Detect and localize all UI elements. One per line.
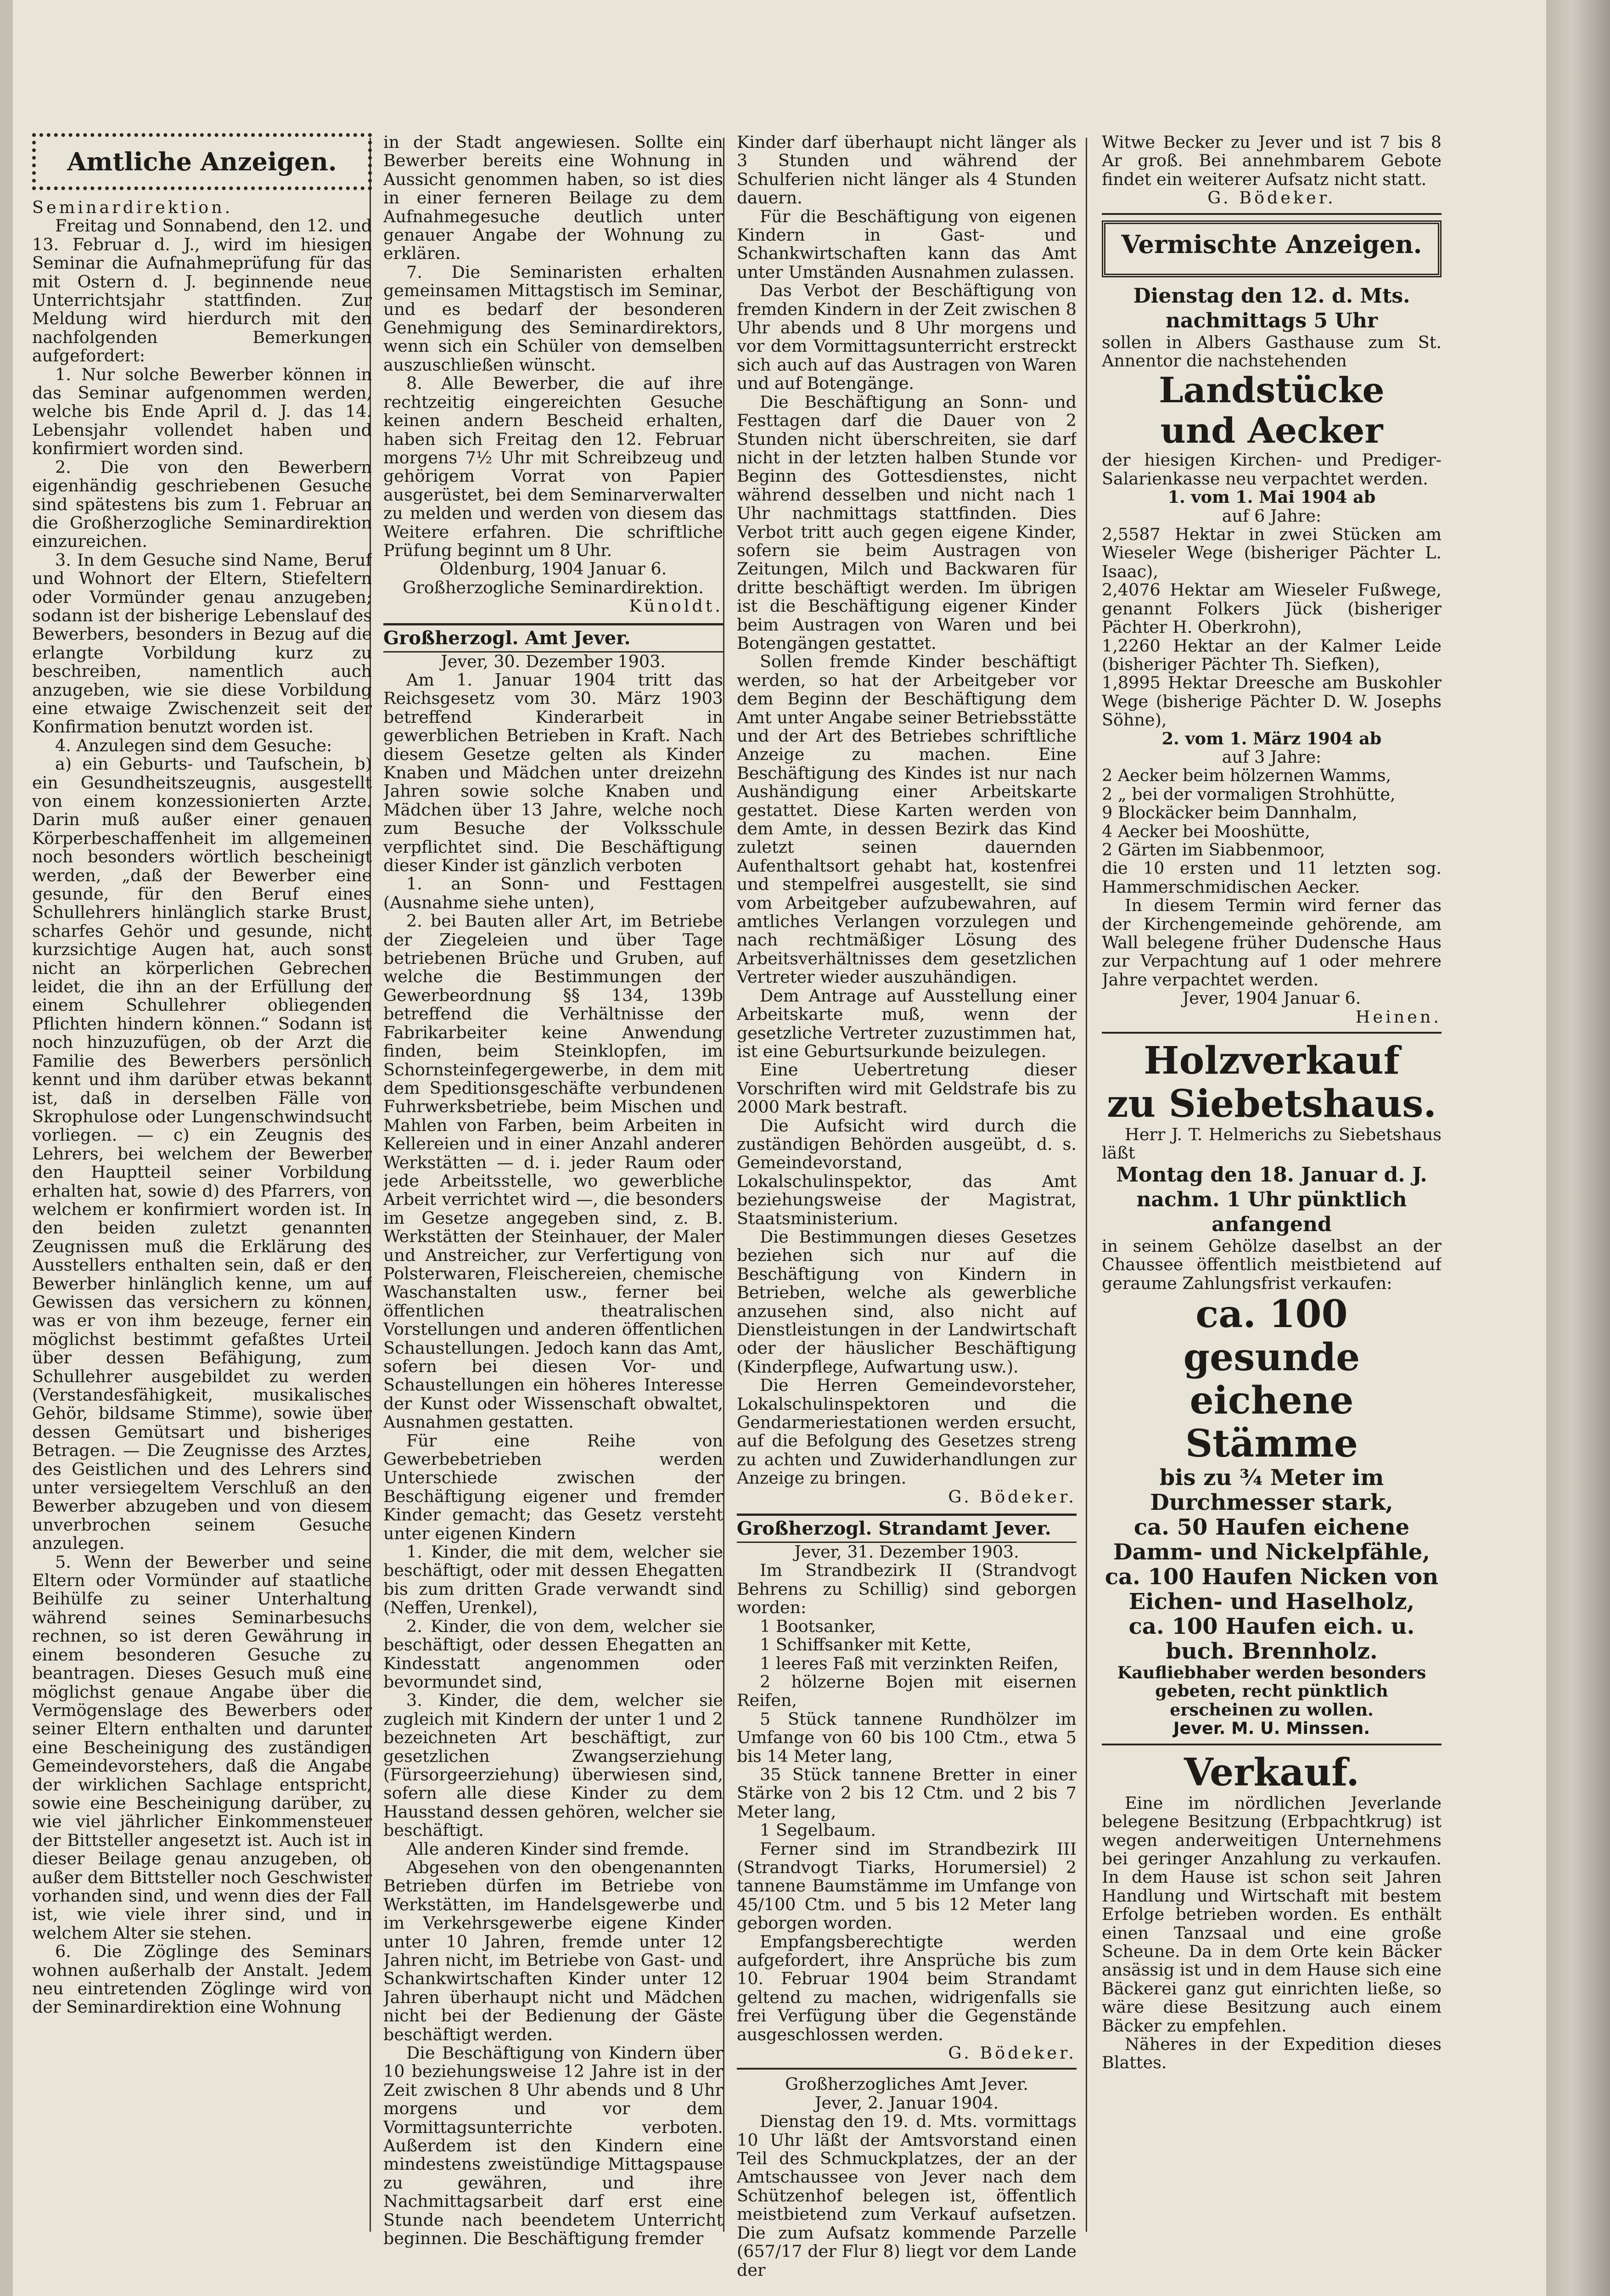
paragraph: Für eine Reihe von Gewerbebetrieben werden Unterschiede zwischen der Beschäftigung eigener und fremder Kinder gemacht; das Gesetz versteht unter eigenen Kindern	[383, 1430, 723, 1543]
list-item: 35 Stück tannene Bretter in einer Stärke von 2 bis 12 Ctm. und 2 bis 7 Meter lang,	[737, 1764, 1077, 1822]
list-item: die 10 ersten und 11 letzten sog. Hammerschmidischen Aecker.	[1102, 858, 1442, 897]
paragraph: In diesem Termin wird ferner das der Kirchengemeinde gehörende, am Wall belegene früher Dudensche Haus zur Verpachtung auf 1 oder mehrere Jahre verpachtet werden.	[1102, 895, 1442, 990]
place-date: Oldenburg, 1904 Januar 6.	[439, 559, 667, 579]
ad-headline: Landstücke	[1159, 370, 1385, 411]
section-header: Amtliche Anzeigen.	[67, 147, 337, 176]
signature: G. Bödeker.	[948, 2043, 1077, 2063]
paragraph: 2. Kinder, die von dem, welcher sie beschäftigt, oder dessen Ehegatten an Kindesstatt angenommen oder bevormundet sind,	[383, 1616, 723, 1692]
section-header: Vermischte Anzeigen.	[1121, 229, 1422, 259]
paragraph: Eine im nördlichen Jeverlande belegene Besitzung (Erbpachtkrug) ist wegen anderweitigen Unternehmens bei geringer Anzahlung zu verkaufen. In dem Hause ist schon seit Jahren Handlung und Wirtschaft mit bestem Erfolge betrieben worden. Es enthält einen Tanzsaal und eine große Scheune. Da in dem Orte kein Bäcker ansässig ist und in dem Hause sich eine Bäckerei ganz gut einrichten ließe, so wäre diese Besitzung auch einem Bäcker zu empfehlen.	[1102, 1793, 1442, 2036]
paragraph: Die Aufsicht wird durch die zuständigen Behörden ausgeübt, d. s. Gemeindevorstand, Lokalschulinspektor, das Amt beziehungsweise der Magistrat, Staatsministerium.	[737, 1115, 1077, 1228]
paragraph: Am 1. Januar 1904 tritt das Reichsgesetz vom 30. März 1903 betreffend Kinderarbeit in gewerblichen Betrieben in Kraft. Nach diesem Gesetze gelten als Kinder Knaben und Mädchen unter dreizehn Jahren sowie solche Knaben und Mädchen über 13 Jahre, welche noch zum Besuche der Volksschule verpflichtet sind. Die Beschäftigung dieser Kinder ist gänzlich verboten	[383, 670, 723, 876]
paragraph: Die Bestimmungen dieses Gesetzes beziehen sich nur auf die Beschäftigung von Kindern in Betrieben, welche als gewerbliche anzusehen sind, also nicht auf Dienstleistungen in der Landwirtschaft oder der häuslicher Beschäftigung (Kinderpflege, Aufwartung usw.).	[737, 1227, 1077, 1377]
column-2	[383, 133, 723, 2248]
paragraph: in der Stadt angewiesen. Sollte ein Bewerber bereits eine Wohnung in Aussicht genommen haben, so ist dies in einer ferneren Beilage zu dem Aufnahmegesuche deutlich unter genauer Angabe der Wohnung zu erklären.	[383, 133, 723, 264]
paragraph: Eine Uebertretung dieser Vorschriften wird mit Geldstrafe bis zu 2000 Mark bestraft.	[737, 1060, 1077, 1117]
paragraph: Herr J. T. Helmerichs zu Siebetshaus läßt	[1102, 1125, 1442, 1163]
ad-date: Jever, 1904 Januar 6.	[1182, 988, 1361, 1008]
signature: G. Bödeker.	[948, 1486, 1077, 1507]
paragraph: Witwe Becker zu Jever und ist 7 bis 8 Ar groß. Bei annehmbarem Gebote findet ein weiterer Aufsatz nicht statt.	[1102, 133, 1442, 189]
column-4	[1102, 133, 1442, 2072]
list-item: 4 Aecker bei Mooshütte,	[1102, 821, 1310, 841]
divider	[1102, 1032, 1442, 1034]
office-name: Großherzogliches Amt Jever.	[785, 2074, 1029, 2094]
list-item: 2 hölzerne Bojen mit eisernen Reifen,	[737, 1671, 1077, 1711]
ad-headline: zu Siebetshaus.	[1107, 1082, 1436, 1126]
ad-signature: Jever. M. U. Minssen.	[1173, 1718, 1370, 1739]
paragraph: Freitag und Sonnabend, den 12. und 13. Februar d. J., wird im hiesigen Seminar die Aufnahmeprüfung für das mit Ostern d. J. beginnende neue Unterrichtsjahr stattfinden. Zur Meldung wird hierdurch mit den nachfolgenden Bemerkungen aufgefordert:	[32, 216, 372, 366]
paragraph: Dem Antrage auf Ausstellung einer Arbeitskarte muß, wenn der gesetzliche Vertreter zuzustimmen hat, ist eine Geburtsurkunde beizulegen.	[737, 985, 1077, 1061]
column-rule	[723, 138, 724, 2232]
paragraph: 4. Anzulegen sind dem Gesuche:	[55, 735, 332, 755]
notice-date: Jever, 2. Januar 1904.	[814, 2093, 999, 2113]
ad-line: ca. 50 Haufen eichene Damm- und Nickelpfähle,	[1113, 1514, 1430, 1565]
column-rule	[1086, 138, 1087, 2232]
paragraph: Das Verbot der Beschäftigung von fremden Kindern in der Zeit zwischen 8 Uhr abends und 8 Uhr morgens und vor dem Vormittagsunterricht erstreckt sich auch auf das Austragen von Waren und auf Botengänge.	[737, 281, 1077, 394]
page-gutter	[0, 0, 13, 2296]
ad-subheading: 2. vom 1. März 1904 ab	[1161, 728, 1382, 748]
ad-date: Montag den 18. Januar d. J. nachm. 1 Uhr pünktlich anfangend	[1116, 1163, 1427, 1236]
paragraph: in seinem Gehölze daselbst an der Chaussee öffentlich meistbietend auf geraume Zahlungsfrist verkaufen:	[1102, 1236, 1442, 1293]
paragraph: Die Herren Gemeindevorsteher, Lokalschulinspektoren und die Gendarmeriestationen werden ersucht, auf die Befolgung des Gesetzes streng zu achten und Zuwiderhandlungen zur Anzeige zu bringen.	[737, 1375, 1077, 1488]
section-header-box	[32, 133, 372, 190]
list-item: 2 Aecker beim hölzernen Wamms,	[1102, 765, 1391, 786]
notice-header: Großherzogl. Amt Jever.	[383, 623, 723, 653]
paragraph: der hiesigen Kirchen- und Prediger-Salarienkasse neu verpachtet werden.	[1102, 450, 1442, 489]
page-edge	[1546, 0, 1610, 2296]
paragraph: Alle anderen Kinder sind fremde.	[406, 1839, 690, 1859]
list-item: 1 Schiffsanker mit Kette,	[760, 1635, 972, 1655]
ad-line: bis zu ¾ Meter im Durchmesser stark,	[1150, 1465, 1393, 1516]
paragraph: Die Beschäftigung an Sonn- und Festtagen darf die Dauer von 2 Stunden nicht überschreiten, sie darf nicht in der letzten halben Stunde vor Beginn des Gottesdienstes, nicht während desselben und nicht nach 1 Uhr nachmittags stattfinden. Dies Verbot tritt auch gegen eigene Kinder, sofern sie beim Austragen von Zeitungen, Milch und Backwaren für dritte beschäftigt werden. Im übrigen ist die Beschäftigung eigener Kinder beim Austragen von Waren und bei Botengängen gestattet.	[737, 392, 1077, 653]
paragraph: Kinder darf überhaupt nicht länger als 3 Stunden und während der Schulferien nicht länger als 4 Stunden dauern.	[737, 133, 1077, 208]
ad-note: Kaufliebhaber werden besonders gebeten, recht pünktlich erscheinen zu wollen.	[1117, 1663, 1426, 1720]
ad-headline: Holzverkauf	[1144, 1039, 1400, 1083]
paragraph: Die Beschäftigung von Kindern über 10 beziehungsweise 12 Jahre ist in der Zeit zwischen 8 Uhr abends und 8 Uhr morgens und vor dem Vormittagsunterrichte verboten. Außerdem ist den Kindern eine mindestens zweistündige Mittagspause zu gewähren, und ihre Nachmittagsarbeit darf erst eine Stunde nach beendetem Unterricht beginnen. Die Beschäftigung fremder	[383, 2043, 723, 2248]
paragraph: 1. Nur solche Bewerber können in das Seminar aufgenommen werden, welche bis Ende April d. J. das 14. Lebensjahr vollendet haben und konfirmiert worden sind.	[32, 364, 372, 459]
paragraph: 3. In dem Gesuche sind Name, Beruf und Wohnort der Eltern, Stiefeltern oder Vormünder genau anzugeben; sodann ist der bisherige Lebenslauf des Bewerbers, besonders in Bezug auf die erlangte Vorbildung kurz zu beschreiben, namentlich auch anzugeben, wie sie diese Vorbildung eine etwaige Zwischenzeit seit der Konfirmation benutzt worden ist.	[32, 550, 372, 737]
section-header-box	[1102, 220, 1442, 277]
ad-subheading: 1. vom 1. Mai 1904 ab	[1167, 487, 1376, 507]
paragraph: 6. Die Zöglinge des Seminars wohnen außerhalb der Anstalt. Jedem neu eintretenden Zöglinge wird von der Seminardirektion eine Wohnung	[32, 1941, 372, 2017]
list-item: 2 „ bei der vormaligen Strohhütte,	[1102, 784, 1396, 804]
paragraph: Empfangsberechtigte werden aufgefordert, ihre Ansprüche bis zum 10. Februar 1904 beim Strandamt geltend zu machen, widrigenfalls sie frei Verfügung über die Gegenstände ausgeschlossen werden.	[737, 1931, 1077, 2044]
divider	[1102, 213, 1442, 215]
paragraph: 5. Wenn der Bewerber und seine Eltern oder Vormünder auf staatliche Beihülfe zu seiner Unterhaltung während seines Seminarbesuchs rechnen, so ist deren Gewährung in einem besonderen Gesuche zu beantragen. Dieses Gesuch muß eine möglichst genaue Angabe über die Vermögenslage des Bewerbers oder seiner Eltern enthalten und darunter eine Bescheinigung des zuständigen Gemeindevorstehers, daß die Angabe der wirklichen Sachlage entspricht, sowie eine Bescheinigung darüber, zu wie viel jährlicher Einkommensteuer der Bittsteller angesetzt ist. Auch ist in dieser Beilage genau anzugeben, ob außer dem Bittsteller noch Geschwister vorhanden sind, und wenn dies der Fall ist, wie viele ihrer sind, und in welchem Alter sie stehen.	[32, 1552, 372, 1943]
signature: Heinen.	[1355, 1007, 1442, 1027]
list-item: 2 Gärten im Siabbenmoor,	[1102, 839, 1325, 860]
paragraph: 3. Kinder, die dem, welcher sie zugleich mit Kindern der unter 1 und 2 bezeichneten Art beschäftigt, zur gesetzlichen Zwangserziehung (Fürsorgeerziehung) überwiesen sind, sofern alle diese Kinder zu dem Hausstand dessen gehören, welcher sie beschäftigt.	[383, 1690, 723, 1840]
ad-headline: und Aecker	[1160, 410, 1383, 451]
paragraph: a) ein Geburts- und Taufschein, b) ein Gesundheitszeugnis, ausgestellt von einem konzessionierten Arzte. Darin muß außer einer genauen Körperbeschaffenheit im allgemeinen noch besonders wörtlich bescheinigt werden, „daß der Bewerber eine gesunde, für den Beruf eines Schullehrers hinlänglich starke Brust, scharfes Gehör und gesunde, nicht kurzsichtige Augen hat, auch sonst nicht an körperlichen Gebrechen leidet, die ihn an der Erfüllung der einem Schullehrer obliegenden Pflichten hindern können.“ Sodann ist noch hinzuzufügen, ob der Arzt die Familie des Bewerbers persönlich kennt und ihm darüber etwas bekannt ist, daß in derselben Fälle von Skrophulose oder Lungenschwindsucht vorliegen. — c) ein Zeugnis des Lehrers, bei welchem der Bewerber den Hauptteil seiner Vorbildung erhalten hat, sowie d) des Pfarrers, von welchem er konfirmiert worden ist. In den beiden zuletzt genannten Zeugnissen muß die Erklärung des Ausstellers enthalten sein, daß er den Bewerber hinlänglich kenne, um auf Gewissen das versichern zu können, was er von ihm bezeuge, ferner ein möglichst bestimmt gefaßtes Urteil über dessen Befähigung, zum Schullehrer ausgebildet zu werden (Verstandesfähigkeit, musikalisches Gehör, bildsame Stimme), sowie über dessen Gemütsart und bisheriges Betragen. — Die Zeugnisse des Arztes, des Geistlichen und des Lehrers sind unter versiegeltem Verschluß an den Bewerber abzugeben und von diesem unverbrochen seinem Gesuche anzulegen.	[32, 754, 372, 1553]
list-item: 1,2260 Hektar an der Kalmer Leide (bisheriger Pächter Th. Siefken),	[1102, 636, 1442, 674]
list-item: 5 Stück tannene Rundhölzer im Umfange von 60 bis 100 Ctm., etwa 5 bis 14 Meter lang,	[737, 1709, 1077, 1766]
paragraph: 7. Die Seminaristen erhalten gemeinsamen Mittagstisch im Seminar, und es bedarf der besonderen Genehmigung des Seminardirektors, wenn sich ein Schüler von demselben auszuschließen wünscht.	[383, 262, 723, 375]
divider	[737, 2068, 1077, 2070]
ad-headline: ca. 100 gesunde	[1183, 1292, 1360, 1380]
notice-date: Jever, 31. Dezember 1903.	[794, 1542, 1019, 1562]
ad-subheading: auf 6 Jahre:	[1222, 506, 1322, 526]
list-item: 2,5587 Hektar in zwei Stücken am Wieseler Wege (bisheriger Pächter L. Isaac),	[1102, 524, 1442, 581]
notice-heading: Seminardirektion.	[32, 197, 233, 217]
paragraph: 2. Die von den Bewerbern eigenhändig geschriebenen Gesuche sind spätestens bis zum 1. Februar an die Großherzogliche Seminardirektion einzureichen.	[32, 457, 372, 551]
paragraph: Im Strandbezirk II (Strandvogt Behrens zu Schillig) sind geborgen worden:	[737, 1560, 1077, 1618]
ad-line: ca. 100 Haufen Nicken von Eichen- und Haselholz,	[1105, 1564, 1439, 1615]
list-item: 2,4076 Hektar am Wieseler Fußwege, genannt Folkers Jück (bisheriger Pächter H. Oberkrohn),	[1102, 580, 1442, 637]
notice-date: Jever, 30. Dezember 1903.	[441, 651, 666, 671]
column-3	[737, 133, 1077, 2279]
paragraph: Ferner sind im Strandbezirk III (Strandvogt Tiarks, Horumersiel) 2 tannene Baumstämme im Umfange von 45/100 Ctm. und 5 bis 12 Meter lang geborgen worden.	[737, 1839, 1077, 1933]
ad-headline: Verkauf.	[1184, 1750, 1359, 1795]
list-item: 9 Blockäcker beim Dannhalm,	[1102, 803, 1358, 823]
paragraph: 1. an Sonn- und Festtagen (Ausnahme siehe unten),	[383, 874, 723, 912]
office-name: Großherzogliche Seminardirektion.	[403, 577, 704, 597]
paragraph: 1. Kinder, die mit dem, welcher sie beschäftigt, oder mit dessen Ehegatten bis zum dritten Grade verwandt sind (Neffen, Urenkel),	[383, 1542, 723, 1618]
ad-date: Dienstag den 12. d. Mts. nachmittags 5 Uhr	[1133, 284, 1410, 332]
column-1	[32, 133, 372, 2017]
ad-subheading: auf 3 Jahre:	[1222, 747, 1322, 767]
signature: Künoldt.	[629, 596, 723, 616]
list-item: 1,8995 Hektar Dreesche am Buskohler Wege (bisherige Pächter D. W. Josephs Söhne),	[1102, 673, 1442, 730]
paragraph: Näheres in der Expedition dieses Blattes.	[1102, 2034, 1442, 2072]
list-item: 1 Segelbaum.	[760, 1820, 876, 1840]
list-item: 1 leeres Faß mit verzinkten Reifen,	[760, 1653, 1059, 1673]
divider	[1102, 1744, 1442, 1745]
ad-line: ca. 100 Haufen eich. u. buch. Brennholz.	[1128, 1614, 1415, 1665]
paragraph: sollen in Albers Gasthause zum St. Annentor die nachstehenden	[1102, 332, 1442, 371]
paragraph: Sollen fremde Kinder beschäftigt werden, so hat der Arbeitgeber vor dem Beginn der Beschäftigung dem Amt unter Angabe seiner Betriebsstätte und der Art des Betriebes schriftliche Anzeige zu machen. Eine Beschäftigung des Kindes ist nur nach Aushändigung einer Arbeitskarte gestattet. Diese Karten werden von dem Amte, in dessen Bezirk das Kind zuletzt seinen dauernden Aufenthaltsort gehabt hat, kostenfrei und stempelfrei ausgestellt, sie sind vom Arbeitgeber aufzubewahren, auf amtliches Verlangen vorzulegen und nach rechtmäßiger Lösung des Arbeitsverhältnisses dem gesetzlichen Vertreter wieder auszuhändigen.	[737, 652, 1077, 987]
signature: G. Bödeker.	[1207, 188, 1336, 208]
paragraph: 2. bei Bauten aller Art, im Betriebe der Ziegeleien und über Tage betriebenen Brüche und Gruben, auf welche die Bestimmungen der Gewerbeordnung §§ 134, 139b betreffend die Verhältnisse der Fabrikarbeiter keine Anwendung finden, beim Steinklopfen, im Schornsteinfegergewerbe, in dem mit dem Speditionsgeschäfte verbundenen Fuhrwerksbetriebe, beim Mischen und Mahlen von Farben, beim Arbeiten in Kellereien und in einer Anzahl anderer Werkstätten — d. i. jeder Raum oder jede Arbeitsstelle, wo gewerbliche Arbeit verrichtet wird —, die besonders im Gesetze angegeben sind, z. B. Werkstätten der Steinhauer, der Maler und Anstreicher, zur Verfertigung von Polsterwaren, Fleischereien, chemische Waschanstalten usw., ferner bei öffentlichen theatralischen Vorstellungen und anderen öffentlichen Schaustellungen. Jedoch kann das Amt, sofern bei diesen Vor- und Schaustellungen ein höheres Interesse der Kunst oder Wissenschaft obwaltet, Ausnahmen gestatten.	[383, 911, 723, 1432]
paragraph: Abgesehen von den obengenannten Betrieben dürfen im Betriebe von Werkstätten, im Handelsgewerbe und im Verkehrsgewerbe eigene Kinder unter 10 Jahren, fremde unter 12 Jahren nicht, im Betriebe von Gast- und Schankwirtschaften Kinder unter 12 Jahren überhaupt nicht und Mädchen nicht bei der Bedienung der Gäste beschäftigt werden.	[383, 1857, 723, 2044]
notice-header: Großherzogl. Strandamt Jever.	[737, 1514, 1077, 1543]
paragraph: 8. Alle Bewerber, die auf ihre rechtzeitig eingereichten Gesuche keinen andern Bescheid erhalten, haben sich Freitag den 12. Februar morgens 7½ Uhr mit Schreibzeug und gehörigem Vorrat von Papier ausgerüstet, bei dem Seminarverwalter zu melden und werden von diesem das Weitere erfahren. Die schriftliche Prüfung beginnt um 8 Uhr.	[383, 373, 723, 560]
paragraph: Dienstag den 19. d. Mts. vormittags 10 Uhr läßt der Amtsvorstand einen Teil des Schmuckplatzes, der an der Amtschaussee von Jever nach dem Schützenhof belegen ist, öffentlich meistbietend zum Verkauf aufsetzen. Die zum Aufsatz kommende Parzelle (657/17 der Flur 8) liegt vor dem Lande der	[737, 2111, 1077, 2279]
paragraph: Für die Beschäftigung von eigenen Kindern in Gast- und Schankwirtschaften kann das Amt unter Umständen Ausnahmen zulassen.	[737, 206, 1077, 282]
list-item: 1 Bootsanker,	[760, 1616, 876, 1636]
ad-headline: eichene Stämme	[1185, 1379, 1358, 1466]
